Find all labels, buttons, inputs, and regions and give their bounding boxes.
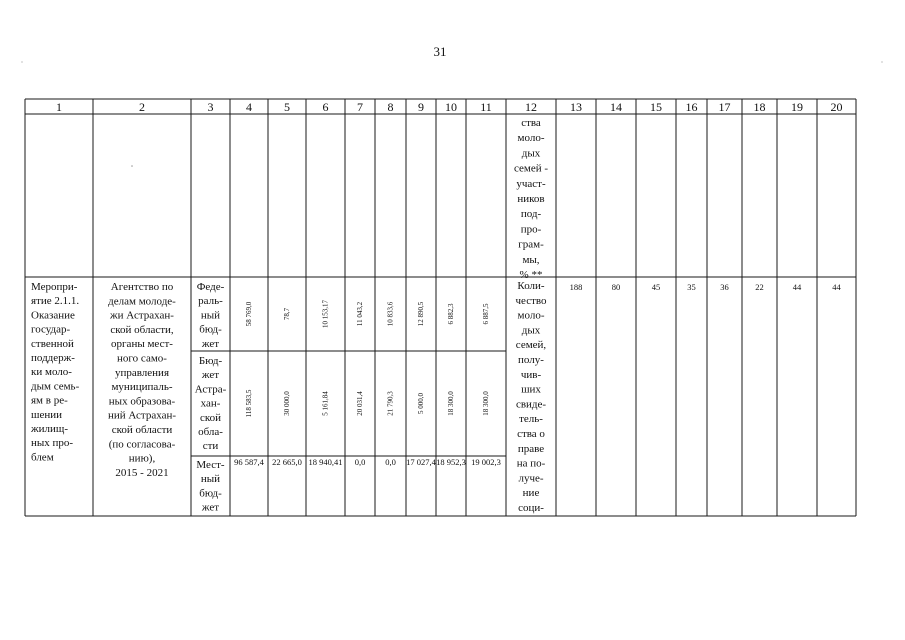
executor-text-line: муниципаль- — [111, 381, 173, 394]
column-number: 4 — [246, 100, 252, 114]
target-value: 36 — [720, 282, 729, 292]
scan-speck — [21, 61, 22, 62]
budget-value: 58 769,0 — [245, 301, 253, 327]
budget-value: 11 043,2 — [356, 301, 364, 327]
budget-value: 18 940,41 — [308, 457, 343, 467]
column-number: 11 — [480, 100, 492, 114]
measure-text-line: ки моло- — [31, 366, 72, 379]
indicator-text-line: праве — [517, 442, 545, 455]
budget-value: 21 790,3 — [386, 391, 395, 416]
budget-source-line: жет — [201, 501, 220, 514]
column-number: 19 — [791, 100, 803, 114]
indicator-cell — [516, 280, 547, 514]
indicator-text-line: грам- — [518, 238, 544, 251]
executor-text-line: жи Астрахан- — [110, 309, 174, 322]
budget-source-line: раль- — [198, 295, 223, 308]
executor-text-line: нию), — [128, 452, 156, 465]
executor-text-line: ний Астрахан- — [107, 409, 177, 422]
header-row — [56, 100, 843, 114]
measure-text-line: ятие 2.1.1. — [31, 295, 80, 308]
budget-value: 19 002,3 — [471, 457, 501, 467]
budget-source-line: ской — [199, 411, 222, 424]
budget-source-line: Астра- — [194, 383, 227, 396]
executor-cell — [108, 281, 176, 479]
indicator-text-line: дых — [521, 147, 541, 160]
scan-speck — [131, 165, 133, 167]
column-number: 9 — [418, 100, 424, 114]
indicator-text-line: Коли- — [517, 280, 545, 292]
column-number: 6 — [322, 100, 329, 114]
indicator-text-line: свиде- — [515, 398, 547, 411]
column-number: 20 — [830, 100, 843, 114]
indicator-text-line: тель- — [519, 413, 543, 426]
scan-speck — [881, 61, 882, 62]
budget-source-line: Мест- — [196, 459, 225, 471]
column-number: 8 — [387, 100, 394, 114]
executor-text-line: (по согласова- — [108, 438, 176, 451]
budget-cells — [195, 281, 227, 514]
budget-value: 78,7 — [283, 307, 291, 321]
measure-text-line: ных про- — [31, 437, 74, 450]
budget-value: 0,0 — [354, 457, 366, 467]
executor-text-line: ской области, — [110, 323, 174, 336]
measure-text-line: жилищ- — [31, 423, 68, 435]
budget-source-line: ный — [200, 473, 221, 486]
indicator-text-line: мы, — [522, 253, 540, 266]
budget-value: 96 587,4 — [234, 457, 264, 467]
budget-value: 6 887,5 — [482, 303, 490, 325]
indicator-continuation — [514, 117, 548, 281]
budget-value: 12 890,5 — [417, 301, 425, 327]
budget-source-line: бюд- — [199, 487, 222, 500]
measure-text-line: блем — [31, 451, 54, 464]
budget-value: 18 300,0 — [447, 391, 455, 416]
budget-value: 18 300,0 — [482, 391, 490, 416]
target-value: 35 — [687, 282, 696, 292]
budget-value: 17 027,4 — [406, 457, 436, 467]
column-number: 10 — [445, 100, 457, 114]
budget-source-line: обла- — [198, 426, 223, 438]
budget-source-line: сти — [202, 440, 219, 453]
indicator-text-line: ших — [521, 383, 541, 396]
page-number: 31 — [433, 44, 447, 59]
measure-cell — [30, 281, 80, 463]
column-number: 16 — [685, 100, 698, 114]
budget-value: 118 583,5 — [245, 389, 253, 418]
indicator-text-line: на по- — [516, 457, 546, 470]
column-number: 2 — [139, 100, 145, 114]
budget-value: 20 031,4 — [356, 391, 364, 416]
indicator-text-line: ние — [522, 487, 540, 500]
column-number: 18 — [753, 100, 766, 114]
budget-source-line: хан- — [200, 397, 221, 410]
measure-text-line: государ- — [31, 323, 71, 336]
indicator-text-line: моло- — [517, 309, 545, 322]
column-number: 15 — [650, 100, 662, 114]
column-number: 12 — [525, 100, 537, 114]
budget-value: 30 000,0 — [283, 391, 291, 416]
measure-text-line: шении — [31, 408, 63, 421]
column-number: 14 — [610, 100, 622, 114]
indicator-text-line: ства — [521, 117, 541, 129]
indicator-text-line: чив- — [520, 368, 542, 381]
budget-source-line: жет — [201, 369, 220, 382]
budget-source-line: Бюд- — [198, 355, 223, 367]
indicator-text-line: моло- — [517, 132, 545, 145]
column-number: 1 — [56, 100, 62, 114]
column-number: 17 — [718, 100, 731, 114]
measure-text-line: Меропри- — [31, 281, 78, 293]
indicator-text-line: ства о — [517, 428, 545, 440]
indicator-text-line: семей - — [513, 162, 549, 175]
indicator-text-line: под- — [520, 208, 542, 221]
budget-source-line: Феде- — [196, 281, 225, 293]
target-value: 45 — [651, 282, 661, 292]
executor-text-line: Агентство по — [110, 281, 174, 293]
budget-value: 6 882,3 — [447, 303, 455, 325]
budget-value: 22 665,0 — [272, 457, 302, 467]
budget-value: 5 161,84 — [321, 391, 330, 416]
target-value: 44 — [792, 282, 802, 292]
target-value: 22 — [755, 282, 764, 292]
measure-text-line: поддерж- — [31, 352, 75, 364]
measure-text-line: дым семь- — [31, 380, 80, 393]
budget-values — [234, 300, 501, 468]
executor-text-line: ных образова- — [108, 395, 176, 408]
column-number: 7 — [357, 100, 363, 114]
budget-value: 10 833,6 — [386, 301, 395, 327]
target-value: 44 — [832, 282, 841, 292]
indicator-text-line: луче- — [518, 472, 544, 485]
column-number: 5 — [284, 100, 290, 114]
measure-text-line: ям в ре- — [31, 394, 68, 407]
executor-text-line: ного само- — [117, 352, 167, 365]
indicator-text-line: % ** — [519, 269, 543, 281]
indicator-text-line: про- — [520, 223, 542, 236]
target-value: 80 — [611, 282, 621, 292]
measure-text-line: ственной — [31, 337, 74, 350]
executor-text-line: делам молоде- — [108, 295, 176, 308]
budget-source-line: жет — [201, 337, 220, 350]
target-value: 188 — [569, 282, 583, 292]
budget-value: 10 153,17 — [321, 300, 330, 328]
indicator-text-line: семей, — [515, 339, 547, 352]
budget-value: 18 952,3 — [436, 457, 466, 467]
budget-value: 0,0 — [385, 457, 396, 467]
budget-value: 5 000,0 — [417, 393, 425, 414]
executor-text-line: управления — [114, 366, 170, 379]
target-values — [570, 282, 842, 292]
indicator-text-line: полу- — [518, 354, 544, 366]
indicator-text-line: дых — [521, 324, 541, 337]
measure-text-line: Оказание — [31, 309, 75, 322]
indicator-text-line: участ- — [516, 177, 546, 190]
budget-source-line: ный — [200, 309, 221, 322]
indicator-text-line: ников — [517, 193, 545, 205]
budget-source-line: бюд- — [199, 323, 222, 336]
indicator-text-line: чество — [515, 294, 547, 307]
executor-text-line: 2015 - 2021 — [115, 466, 169, 479]
executor-text-line: органы мест- — [111, 338, 173, 351]
column-number: 13 — [570, 100, 582, 114]
column-number: 3 — [207, 100, 214, 114]
indicator-text-line: соци- — [518, 502, 544, 514]
executor-text-line: ской области — [111, 424, 173, 436]
